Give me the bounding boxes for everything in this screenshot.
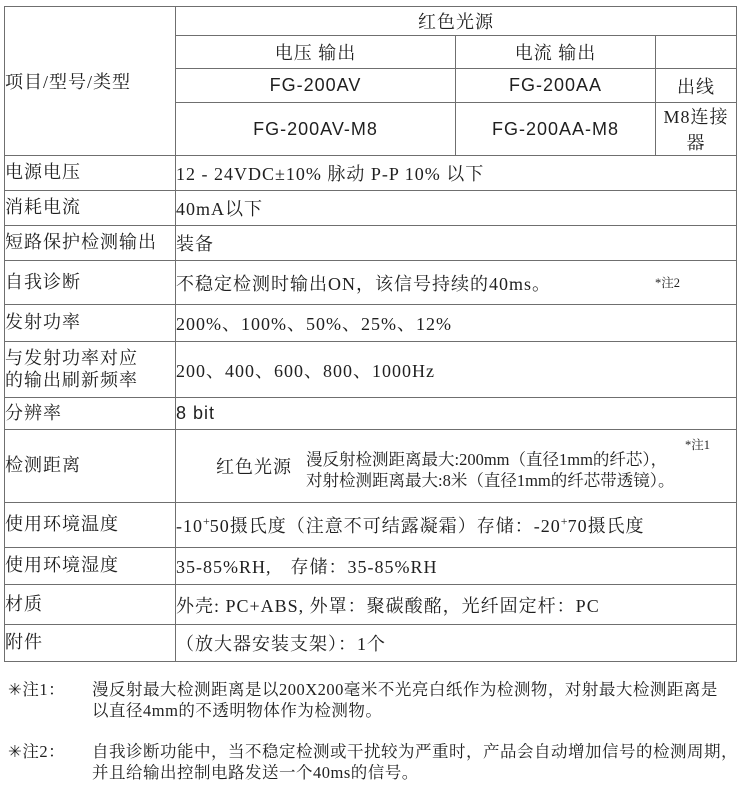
model-current-m8: FG-200AA-M8 xyxy=(456,103,656,156)
spec-row-operating-humidity xyxy=(5,548,737,585)
row-value-cell xyxy=(176,503,737,548)
temp-part-3: 70摄氏度 xyxy=(567,516,645,536)
spec-row-material xyxy=(5,585,737,625)
row-value: 外壳: PC+ABS, 外罩：聚碳酸酩，光纤固定杆：PC xyxy=(176,585,737,625)
row-label: 附件 xyxy=(5,625,176,662)
row-label: 电源电压 xyxy=(5,156,176,191)
row-value: 12 - 24VDC±10% 脉动 P-P 10% 以下 xyxy=(176,156,737,191)
row-value: 装备 xyxy=(176,226,737,261)
footnote-2-line1: 自我诊断功能中，当不稳定检测或干扰较为严重时，产品会自动增加信号的检测周期， xyxy=(92,741,738,761)
row-label: 短路保护检测输出 xyxy=(5,226,176,261)
model-voltage: FG-200AV xyxy=(176,69,456,103)
footnote-2-text xyxy=(92,741,740,784)
footnote-1-line2: 以直径4mm的不透明物体作为检测物。 xyxy=(92,701,383,721)
header-row-light-source xyxy=(5,7,737,36)
footnote-1 xyxy=(8,679,740,722)
spec-row-resolution xyxy=(5,398,737,430)
spec-row-emission-power xyxy=(5,305,737,342)
model-current: FG-200AA xyxy=(456,69,656,103)
detection-distance-content xyxy=(176,441,736,492)
row-value-cell xyxy=(176,261,737,305)
row-label: 发射功率 xyxy=(5,305,176,342)
row-label: 检测距离 xyxy=(5,430,176,503)
row-value: （放大器安装支架）：1个 xyxy=(176,625,737,662)
row-label: 材质 xyxy=(5,585,176,625)
detection-distance-line2: 对射检测距离最大:8米（直径1mm的纤芯带透镜）。 xyxy=(306,471,675,490)
footnote-2 xyxy=(8,741,740,784)
temp-sup-plus-2: + xyxy=(560,514,568,528)
footnote-2-line2: 并且给输出控制电路发送一个40ms的信号。 xyxy=(92,763,419,783)
voltage-output-header: 电压 输出 xyxy=(176,36,456,69)
footnote-2-marker: ✳注2： xyxy=(8,741,66,761)
spec-row-short-circuit-protection xyxy=(5,226,737,261)
temp-part-2: 50摄氏度（注意不可结露凝霜）存储：-20 xyxy=(209,516,561,536)
note-ref-2: *注2 xyxy=(655,276,681,290)
row-label: 使用环境温度 xyxy=(5,503,176,548)
detection-distance-line1: 漫反射检测距离最大:200mm（直径1mm的纤芯）， xyxy=(306,449,668,469)
spec-row-accessories xyxy=(5,625,737,662)
spec-row-self-diagnosis xyxy=(5,261,737,305)
model-voltage-m8: FG-200AV-M8 xyxy=(176,103,456,156)
spec-row-detection-distance xyxy=(5,430,737,503)
current-output-header: 电流 输出 xyxy=(456,36,656,69)
footnote-1-text xyxy=(92,679,740,722)
temp-part-1: -10 xyxy=(176,516,203,536)
row-value: 200%、100%、50%、25%、12% xyxy=(176,305,737,342)
spec-table xyxy=(4,6,737,662)
row-label: 分辨率 xyxy=(5,398,176,430)
spec-row-power-voltage xyxy=(5,156,737,191)
spec-row-current-consumption xyxy=(5,191,737,226)
light-source-sub-label: 红色光源 xyxy=(216,457,292,477)
row-label-cell xyxy=(5,342,176,398)
wire-type-m8: M8连接器 xyxy=(656,103,737,156)
row-value: 35-85%RH, 存储：35-85%RH xyxy=(176,548,737,585)
footnotes-section xyxy=(0,679,740,784)
spec-row-operating-temperature xyxy=(5,503,737,548)
row-label-line2: 的输出刷新频率 xyxy=(5,369,138,390)
spec-row-refresh-frequency xyxy=(5,342,737,398)
row-label: 自我诊断 xyxy=(5,261,176,305)
temp-sup-plus-1: + xyxy=(203,514,210,528)
note-ref-1: *注1 xyxy=(685,438,711,452)
row-value: 200、400、600、800、1000Hz xyxy=(176,342,737,398)
footnote-1-line1: 漫反射最大检测距离是以200X200毫米不光亮白纸作为检测物，对射最大检测距离是 xyxy=(92,680,718,699)
footnote-1-marker: ✳注1： xyxy=(8,680,66,699)
light-source-header: 红色光源 xyxy=(176,7,737,36)
row-label: 消耗电流 xyxy=(5,191,176,226)
row-label-line1: 与发射功率对应 xyxy=(5,348,138,369)
row-label: 使用环境湿度 xyxy=(5,548,176,585)
wire-type-cable: 出线 xyxy=(656,69,737,103)
row-value: 8 bit xyxy=(176,398,737,430)
empty-header-cell xyxy=(656,36,737,69)
row-value: 40mA以下 xyxy=(176,191,737,226)
row-value: 不稳定检测时输出ON，该信号持续的40ms。 xyxy=(176,273,552,294)
row-value-cell xyxy=(176,430,737,503)
corner-label: 项目/型号/类型 xyxy=(5,7,176,156)
detection-distance-desc xyxy=(306,441,675,492)
